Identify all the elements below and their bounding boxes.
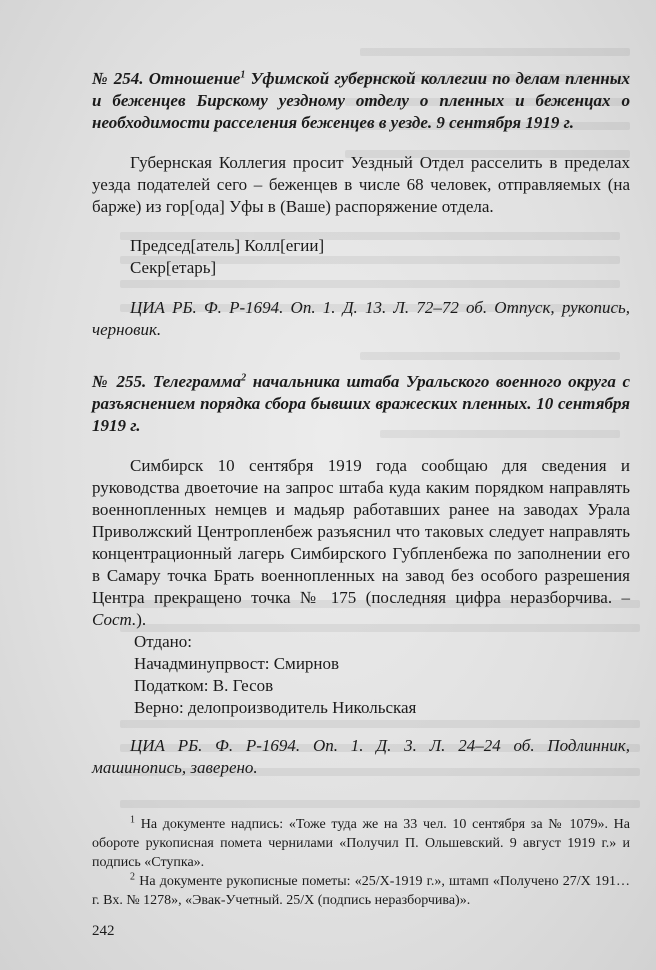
- doc-255-podatkom-line: Податком: В. Гесов: [134, 676, 274, 695]
- doc-255-heading: [92, 371, 630, 437]
- doc-255-footnote-ref[interactable]: 2: [241, 372, 247, 384]
- doc-255-body: [92, 455, 630, 631]
- footnote-2-text: На документе рукописные пометы: «25/X-1919 г.», штамп «Получено 27/X 191… г. Вх. № 1278», «Эвак-Учетный. 25/X (подпись неразборчива)».: [92, 874, 630, 908]
- footnote-2: [92, 872, 630, 910]
- doc-255-number: № 255.: [92, 372, 147, 391]
- doc-254-title: Уфимской губернской коллегии по делам пленных и беженцев Бирскому уездному отделу о пленных и беженцах о необходимости расселения беженцев в уезде. 9 сентября 1919 г.: [92, 69, 631, 132]
- doc-254-body: Губернская Коллегия просит Уездный Отдел расселить в пределах уезда подателей сего – беженцев в числе 68 человек, отправляемых (на барже) из гор[ода] Уфы в (Ваше) распоряжение отдела.: [92, 153, 630, 216]
- page-content: [92, 68, 630, 910]
- doc-255-title: начальника штаба Уральского военного округа с разъяснением порядка сбора бывших вражеских пленных. 10 сентября 1919 г.: [92, 372, 631, 435]
- doc-255-type: Телеграмма: [152, 372, 242, 391]
- footnote-1-mark: 1: [130, 814, 135, 826]
- doc-255-verified-line: Верно: делопроизводитель Никольская: [134, 698, 417, 717]
- doc-254-heading: [92, 68, 630, 134]
- doc-255-body-sost: Сост.: [92, 610, 137, 629]
- footnote-1-text: На документе надпись: «Тоже туда же на 33 чел. 10 сентября за № 1079». На обороте рукописная помета чернилами «Получил П. Ольшевский. 9 август 1919 г.» и подпись «Ступка».: [92, 817, 630, 870]
- doc-255-sent-line: Отдано:: [134, 632, 192, 651]
- footnote-2-mark: 2: [130, 871, 135, 883]
- doc-255-body-end: ).: [136, 610, 147, 629]
- page-number: 242: [92, 923, 115, 939]
- doc-255-archive-ref: ЦИА РБ. Ф. Р-1694. Оп. 1. Д. 3. Л. 24–24 об. Подлинник, машинопись, заверено.: [92, 736, 630, 777]
- doc-254-number: № 254.: [92, 69, 144, 88]
- doc-254-signature-chairman: Председ[атель] Колл[егии]: [130, 236, 325, 255]
- doc-254-footnote-ref[interactable]: 1: [240, 69, 246, 81]
- footnotes: [92, 815, 630, 910]
- doc-255-chief-line: Начадминупрвост: Смирнов: [134, 654, 340, 673]
- doc-254-signature-secretary: Секр[етарь]: [130, 258, 217, 277]
- doc-255-body-text: Симбирск 10 сентября 1919 года сообщаю для сведения и руководства двоеточие на запрос штаба куда каким порядком направлять военнопленных немцев и мадьяр работавших ранее на заводах Урала Приволжский Центропленбеж разъяснил что таковых следует направлять концентрационный лагерь Симбирского Губпленбежа по заполнении его в Самару точка Брать военнопленных на завод без особого разрешения Центра прекращено точка № 175 (последняя цифра неразборчива. –: [92, 456, 630, 607]
- doc-254-type: Отношение: [148, 69, 241, 88]
- footnote-1: [92, 815, 630, 872]
- doc-254-archive-ref: ЦИА РБ. Ф. Р-1694. Оп. 1. Д. 13. Л. 72–72 об. Отпуск, рукопись, черновик.: [92, 298, 630, 339]
